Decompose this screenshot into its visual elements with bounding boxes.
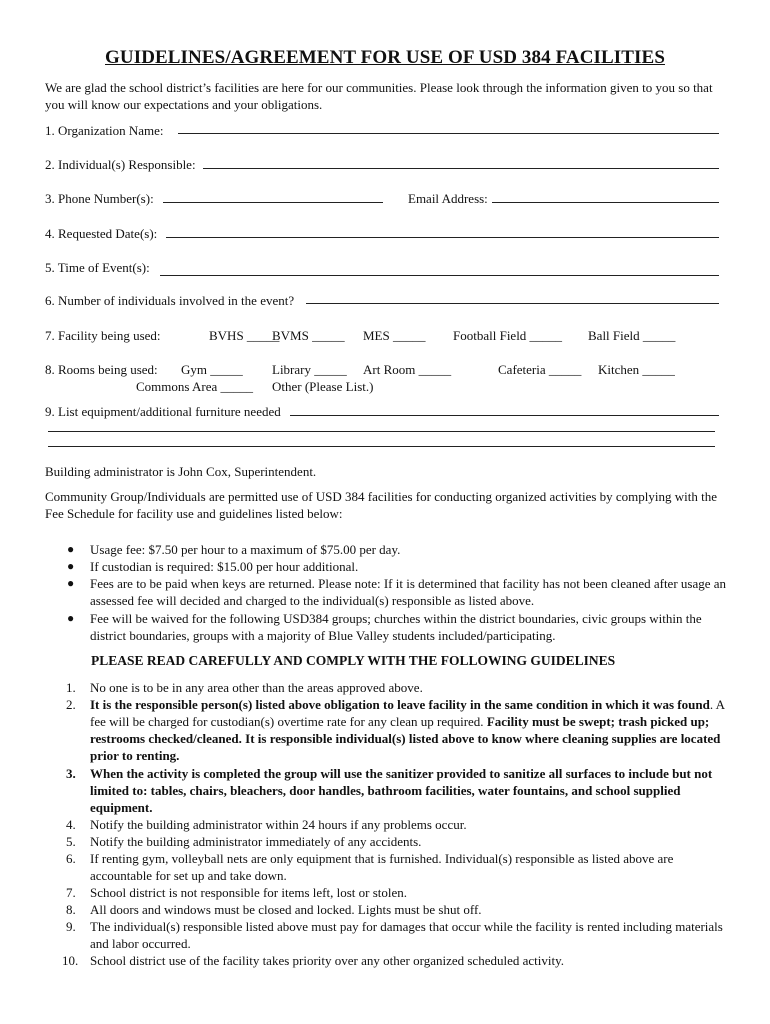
room-option-cafeteria[interactable]: Cafeteria _____ — [498, 362, 582, 377]
fee-item: Fees are to be paid when keys are returned. Please note: If it is determined that facility has not been cleaned after usage an assessed fee will decided and charged to the individual(s) responsible as listed above. — [90, 576, 727, 608]
guideline-number: 7. — [66, 885, 76, 900]
requested-dates-field[interactable] — [166, 237, 719, 238]
room-option-library[interactable]: Library _____ — [272, 362, 347, 377]
individuals-responsible-field[interactable] — [203, 168, 719, 169]
guideline-item: No one is to be in any area other than the areas approved above. — [90, 680, 423, 695]
event-time-field[interactable] — [160, 275, 719, 276]
organization-name-label: 1. Organization Name: — [45, 123, 164, 138]
facility-option-bvms[interactable]: BVMS _____ — [272, 328, 345, 343]
guideline-item: Notify the building administrator immediately of any accidents. — [90, 834, 422, 849]
event-time-label: 5. Time of Event(s): — [45, 260, 150, 275]
guideline-number: 5. — [66, 834, 76, 849]
guideline-number: 2. — [66, 697, 76, 712]
bullet-icon: ● — [67, 559, 75, 573]
fee-item: Usage fee: $7.50 per hour to a maximum of $75.00 per day. — [90, 542, 401, 557]
bullet-icon: ● — [67, 611, 75, 625]
guideline-number: 4. — [66, 817, 76, 832]
facility-option-bvhs[interactable]: BVHS _____ — [209, 328, 280, 343]
guideline-number: 1. — [66, 680, 76, 695]
room-option-art-room[interactable]: Art Room _____ — [363, 362, 452, 377]
equipment-field-line-2[interactable] — [48, 431, 715, 432]
room-option-other[interactable]: Other (Please List.) — [272, 379, 374, 394]
equipment-field-line-1[interactable] — [290, 415, 719, 416]
building-administrator-text: Building administrator is John Cox, Superintendent. — [45, 464, 317, 479]
guidelines-heading: PLEASE READ CAREFULLY AND COMPLY WITH THE FOLLOWING GUIDELINES — [91, 653, 616, 668]
guideline-number: 9. — [66, 919, 76, 934]
rooms-used-label: 8. Rooms being used: — [45, 362, 158, 377]
email-address-label: Email Address: — [408, 191, 488, 206]
guideline-item: If renting gym, volleyball nets are only equipment that is furnished. Individual(s) responsible as listed above are accountable for set up and take down. — [90, 851, 674, 883]
intro-paragraph: We are glad the school district’s facilities are here for our communities. Please look through the information given to you so that you will know our expectations and your obligations. — [45, 80, 713, 112]
document-title: GUIDELINES/AGREEMENT FOR USE OF USD 384 FACILITIES — [105, 47, 665, 68]
organization-name-field[interactable] — [178, 133, 719, 134]
equipment-field-line-3[interactable] — [48, 446, 715, 447]
bullet-icon: ● — [67, 576, 75, 590]
guideline-item: The individual(s) responsible listed above must pay for damages that occur while the facility is rented including materials and labor occurred. — [90, 919, 723, 951]
guideline-item: Notify the building administrator within 24 hours if any problems occur. — [90, 817, 467, 832]
guideline-number: 3. — [66, 766, 76, 781]
guideline-bold-text: It is the responsible person(s) listed above obligation to leave facility in the same condition in which it was found — [90, 697, 710, 712]
guideline-number: 6. — [66, 851, 76, 866]
guideline-item — [90, 696, 730, 764]
phone-number-field[interactable] — [163, 202, 383, 203]
permit-paragraph: Community Group/Individuals are permitted use of USD 384 facilities for conducting organized activities by complying with the Fee Schedule for facility use and guidelines listed below: — [45, 489, 718, 521]
requested-dates-label: 4. Requested Date(s): — [45, 226, 158, 241]
guideline-item: When the activity is completed the group will use the sanitizer provided to sanitize all surfaces to include but not limited to: tables, chairs, bleachers, door handles, bathroom facilities, water fountains, and school supplied equipment. — [90, 766, 713, 815]
guideline-number: 8. — [66, 902, 76, 917]
guideline-item: School district is not responsible for items left, lost or stolen. — [90, 885, 408, 900]
room-option-gym[interactable]: Gym _____ — [181, 362, 243, 377]
guideline-bold-text: Facility must be swept; trash picked up; restrooms checked/cleaned. It is responsible individual(s) listed above to know where cleaning supplies are located prior to renting. — [90, 714, 721, 763]
equipment-label: 9. List equipment/additional furniture needed — [45, 404, 281, 419]
facility-used-label: 7. Facility being used: — [45, 328, 161, 343]
facility-option-ball-field[interactable]: Ball Field _____ — [588, 328, 676, 343]
room-option-kitchen[interactable]: Kitchen _____ — [598, 362, 675, 377]
fee-item: Fee will be waived for the following USD384 groups; churches within the district boundaries, civic groups within the district boundaries, groups with a majority of Blue Valley students included/participating. — [90, 611, 702, 643]
guideline-text: . A fee will be charged for custodian(s) overtime rate for any clean up required. — [90, 697, 725, 729]
fee-item: If custodian is required: $15.00 per hour additional. — [90, 559, 359, 574]
facility-option-football-field[interactable]: Football Field _____ — [453, 328, 563, 343]
individuals-count-field[interactable] — [306, 303, 719, 304]
phone-number-label: 3. Phone Number(s): — [45, 191, 154, 206]
bullet-icon: ● — [67, 542, 75, 556]
guideline-item: School district use of the facility takes priority over any other organized scheduled activity. — [90, 953, 564, 968]
individuals-count-label: 6. Number of individuals involved in the event? — [45, 293, 295, 308]
room-option-commons-area[interactable]: Commons Area _____ — [136, 379, 253, 394]
email-address-field[interactable] — [492, 202, 719, 203]
facility-option-mes[interactable]: MES _____ — [363, 328, 426, 343]
guideline-item: All doors and windows must be closed and locked. Lights must be shut off. — [90, 902, 482, 917]
individuals-responsible-label: 2. Individual(s) Responsible: — [45, 157, 196, 172]
guideline-number: 10. — [62, 953, 79, 968]
